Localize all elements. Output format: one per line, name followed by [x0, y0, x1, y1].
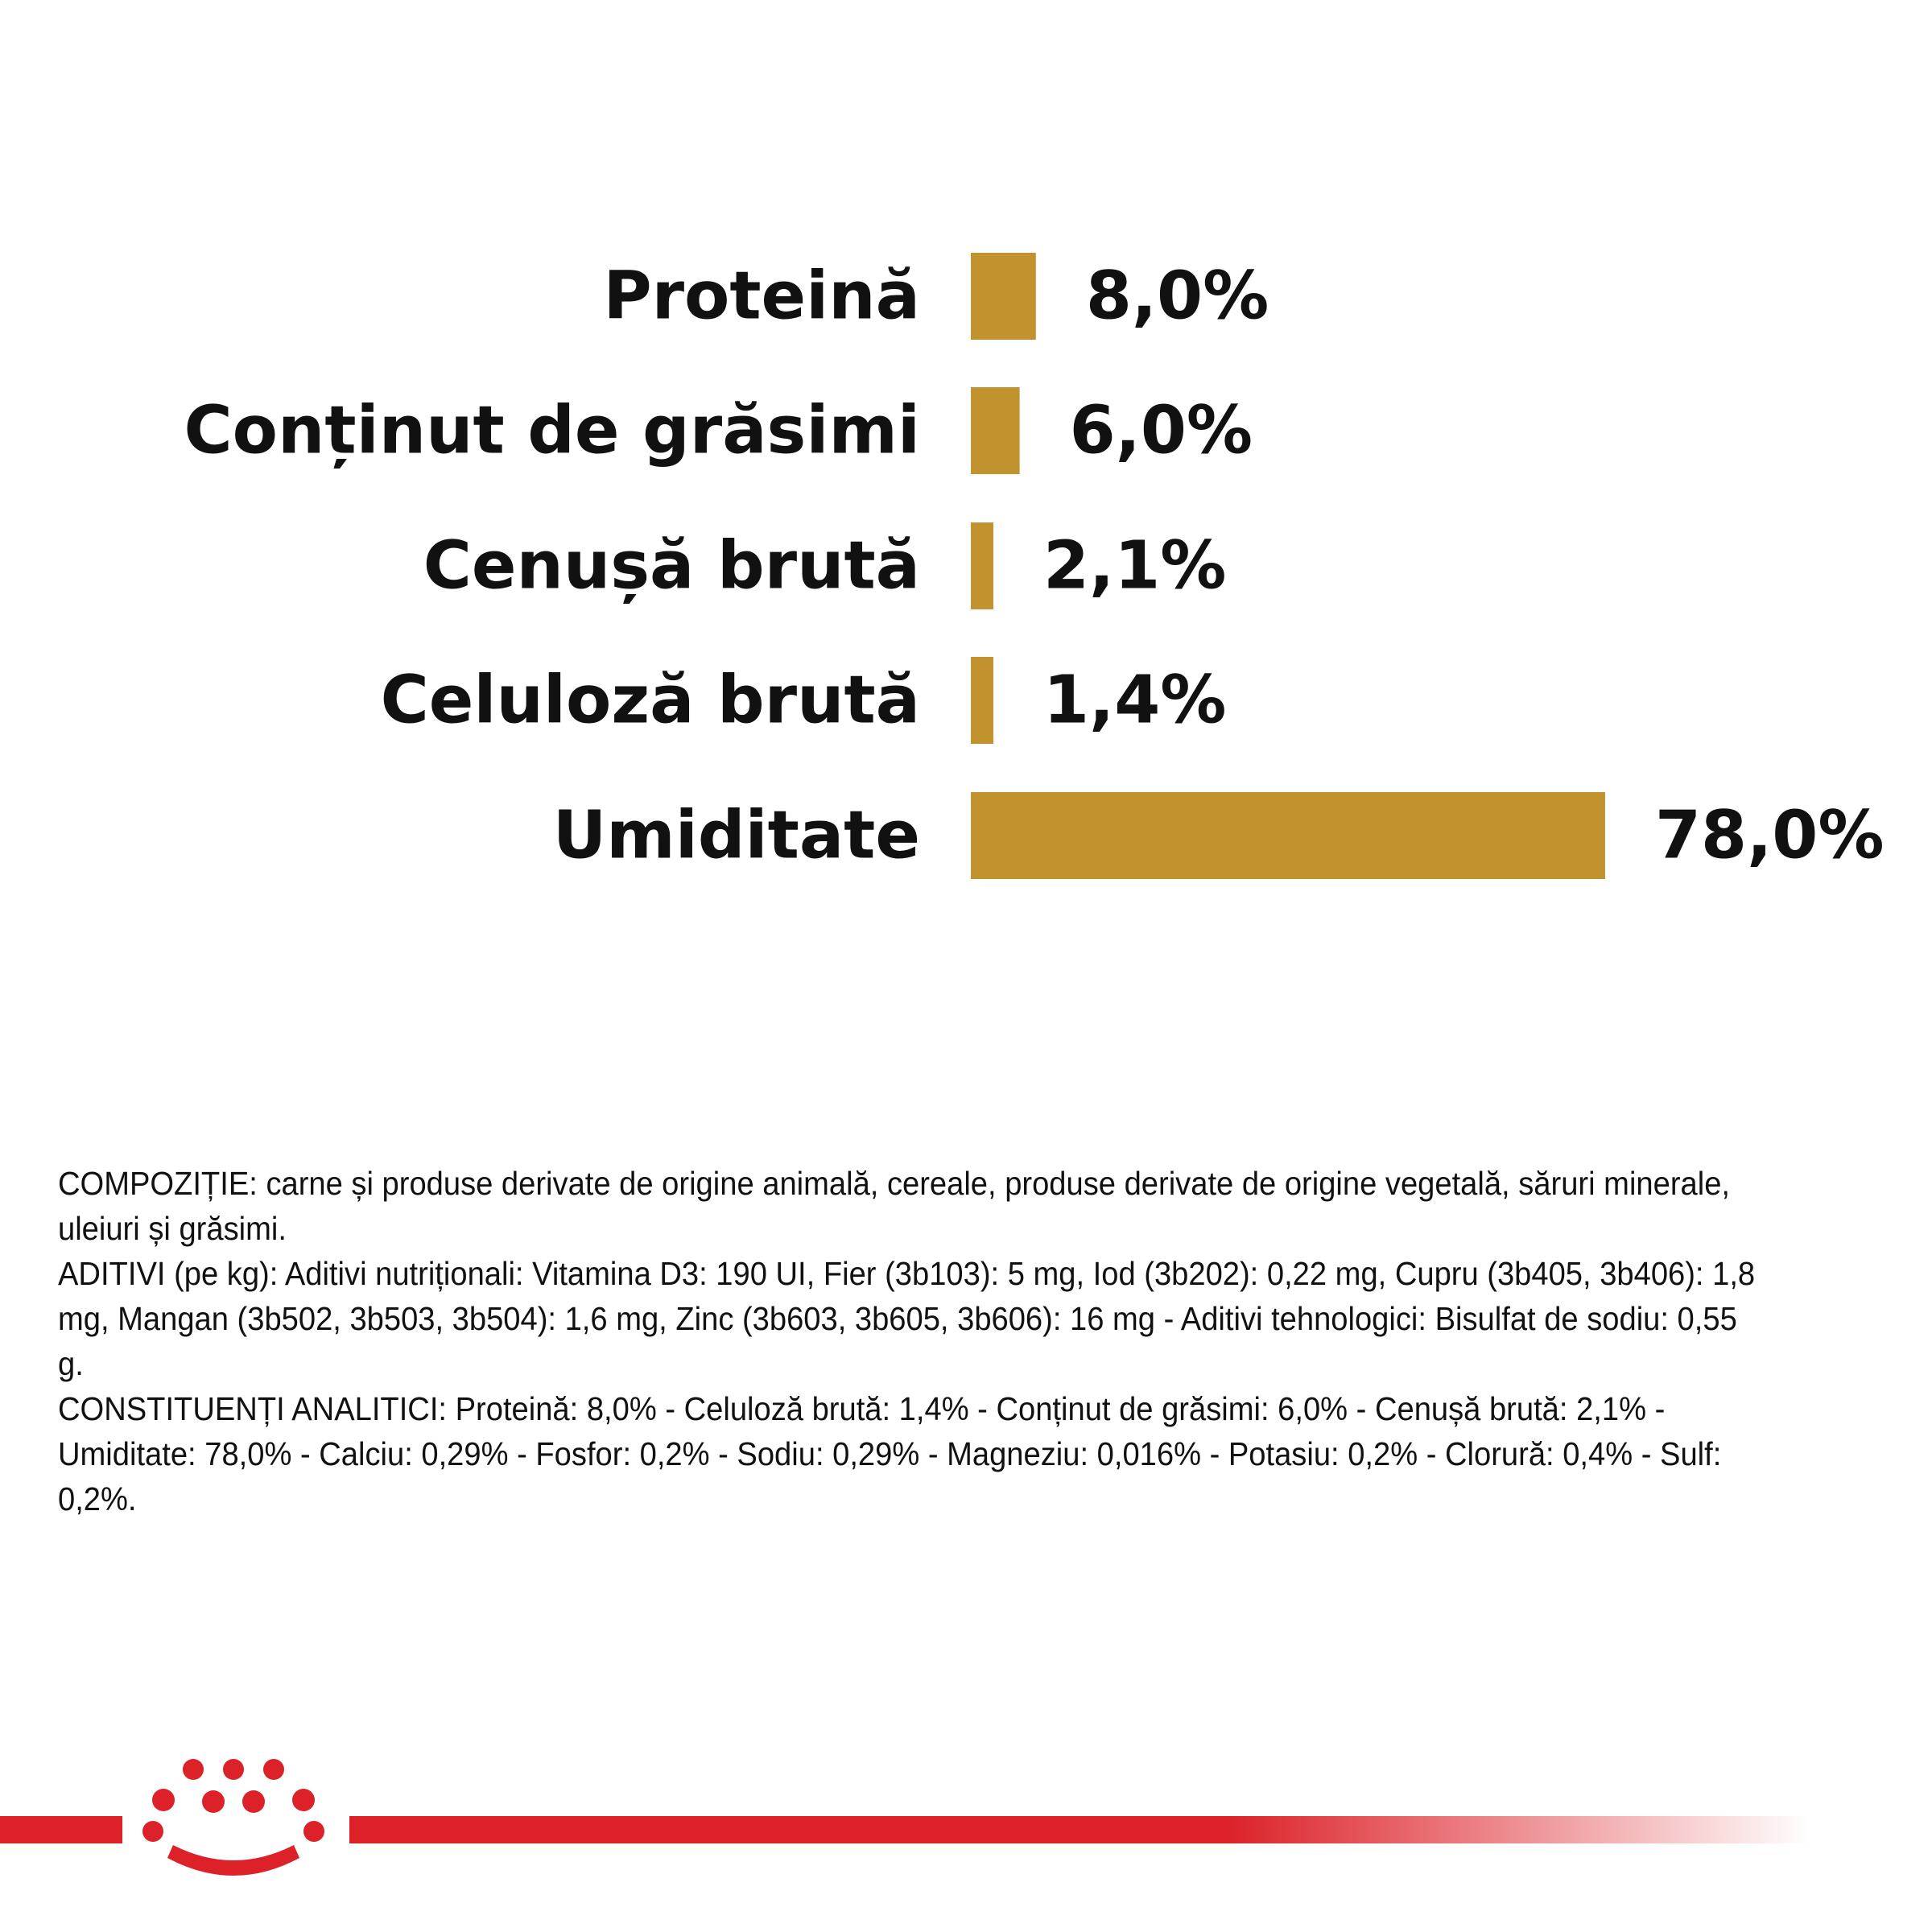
additives-paragraph: ADITIVI (pe kg): Aditivi nutriționali: Vitamina D3: 190 UI, Fier (3b103): 5 mg, Iod (3b202): 0,22 mg, Cupru (3b405, 3b406): 1,8 mg, Mangan (3b502, 3b503, 3b504): 1,6 mg, Zinc (3b603, 3b605, 3b606): 16 mg - Aditivi tehnologici: Bisulfat de sodiu: 0,55 g.: [58, 1255, 1756, 1382]
footer-stripe-right: [349, 1816, 1811, 1843]
bar-label-umiditate: Umiditate: [552, 797, 920, 874]
bar-label-proteina: Proteină: [603, 258, 920, 335]
analytical-paragraph: CONSTITUENȚI ANALITICI: Proteină: 8,0% - Celuloză brută: 1,4% - Conținut de grăsimi: 6,0% - Cenușă brută: 2,1% - Umiditate: 78,0% - Calciu: 0,29% - Fosfor: 0,2% - Sodiu: 0,29% - Magneziu: 0,016% - Potasiu: 0,2% - Clorură: 0,4% - Sulf: 0,2%.: [58, 1390, 1722, 1517]
bar-proteina: [971, 253, 1036, 340]
nutrient-bar-chart: [0, 0, 1932, 926]
crown-logo-icon: [142, 1759, 324, 1876]
bar-continut-de-grasimi: [971, 387, 1020, 474]
ingredients-text: [58, 1161, 1757, 1521]
footer-stripe-left: [0, 1816, 122, 1843]
ingredients-header-banner: [58, 990, 1885, 1117]
brand-footer: [0, 1755, 1932, 1884]
composition-paragraph: COMPOZIȚIE: carne și produse derivate de origine animală, cereale, produse derivate de origine vegetală, săruri minerale, uleiuri și grăsimi.: [58, 1165, 1731, 1247]
bar-value-proteina: 8,0%: [1085, 258, 1269, 335]
bar-value-continut-de-grasimi: 6,0%: [1069, 392, 1253, 469]
analytics-title: CONSTITUENȚI ANALITICI: [392, 73, 1551, 168]
bar-label-cenusa-bruta: Cenușă brută: [423, 527, 920, 605]
bar-celuloza-bruta: [971, 657, 993, 744]
bar-label-continut-de-grasimi: Conținut de grăsimi: [184, 392, 920, 469]
bar-value-umiditate: 78,0%: [1655, 797, 1885, 874]
bar-cenusa-bruta: [971, 522, 993, 609]
bar-value-celuloza-bruta: 1,4%: [1043, 662, 1227, 739]
bar-label-celuloza-bruta: Celuloză brută: [380, 662, 920, 739]
bar-umiditate: [971, 792, 1605, 879]
bar-value-cenusa-bruta: 2,1%: [1043, 527, 1227, 605]
ingredients-title: INGREDIENTE: [662, 1005, 1282, 1100]
